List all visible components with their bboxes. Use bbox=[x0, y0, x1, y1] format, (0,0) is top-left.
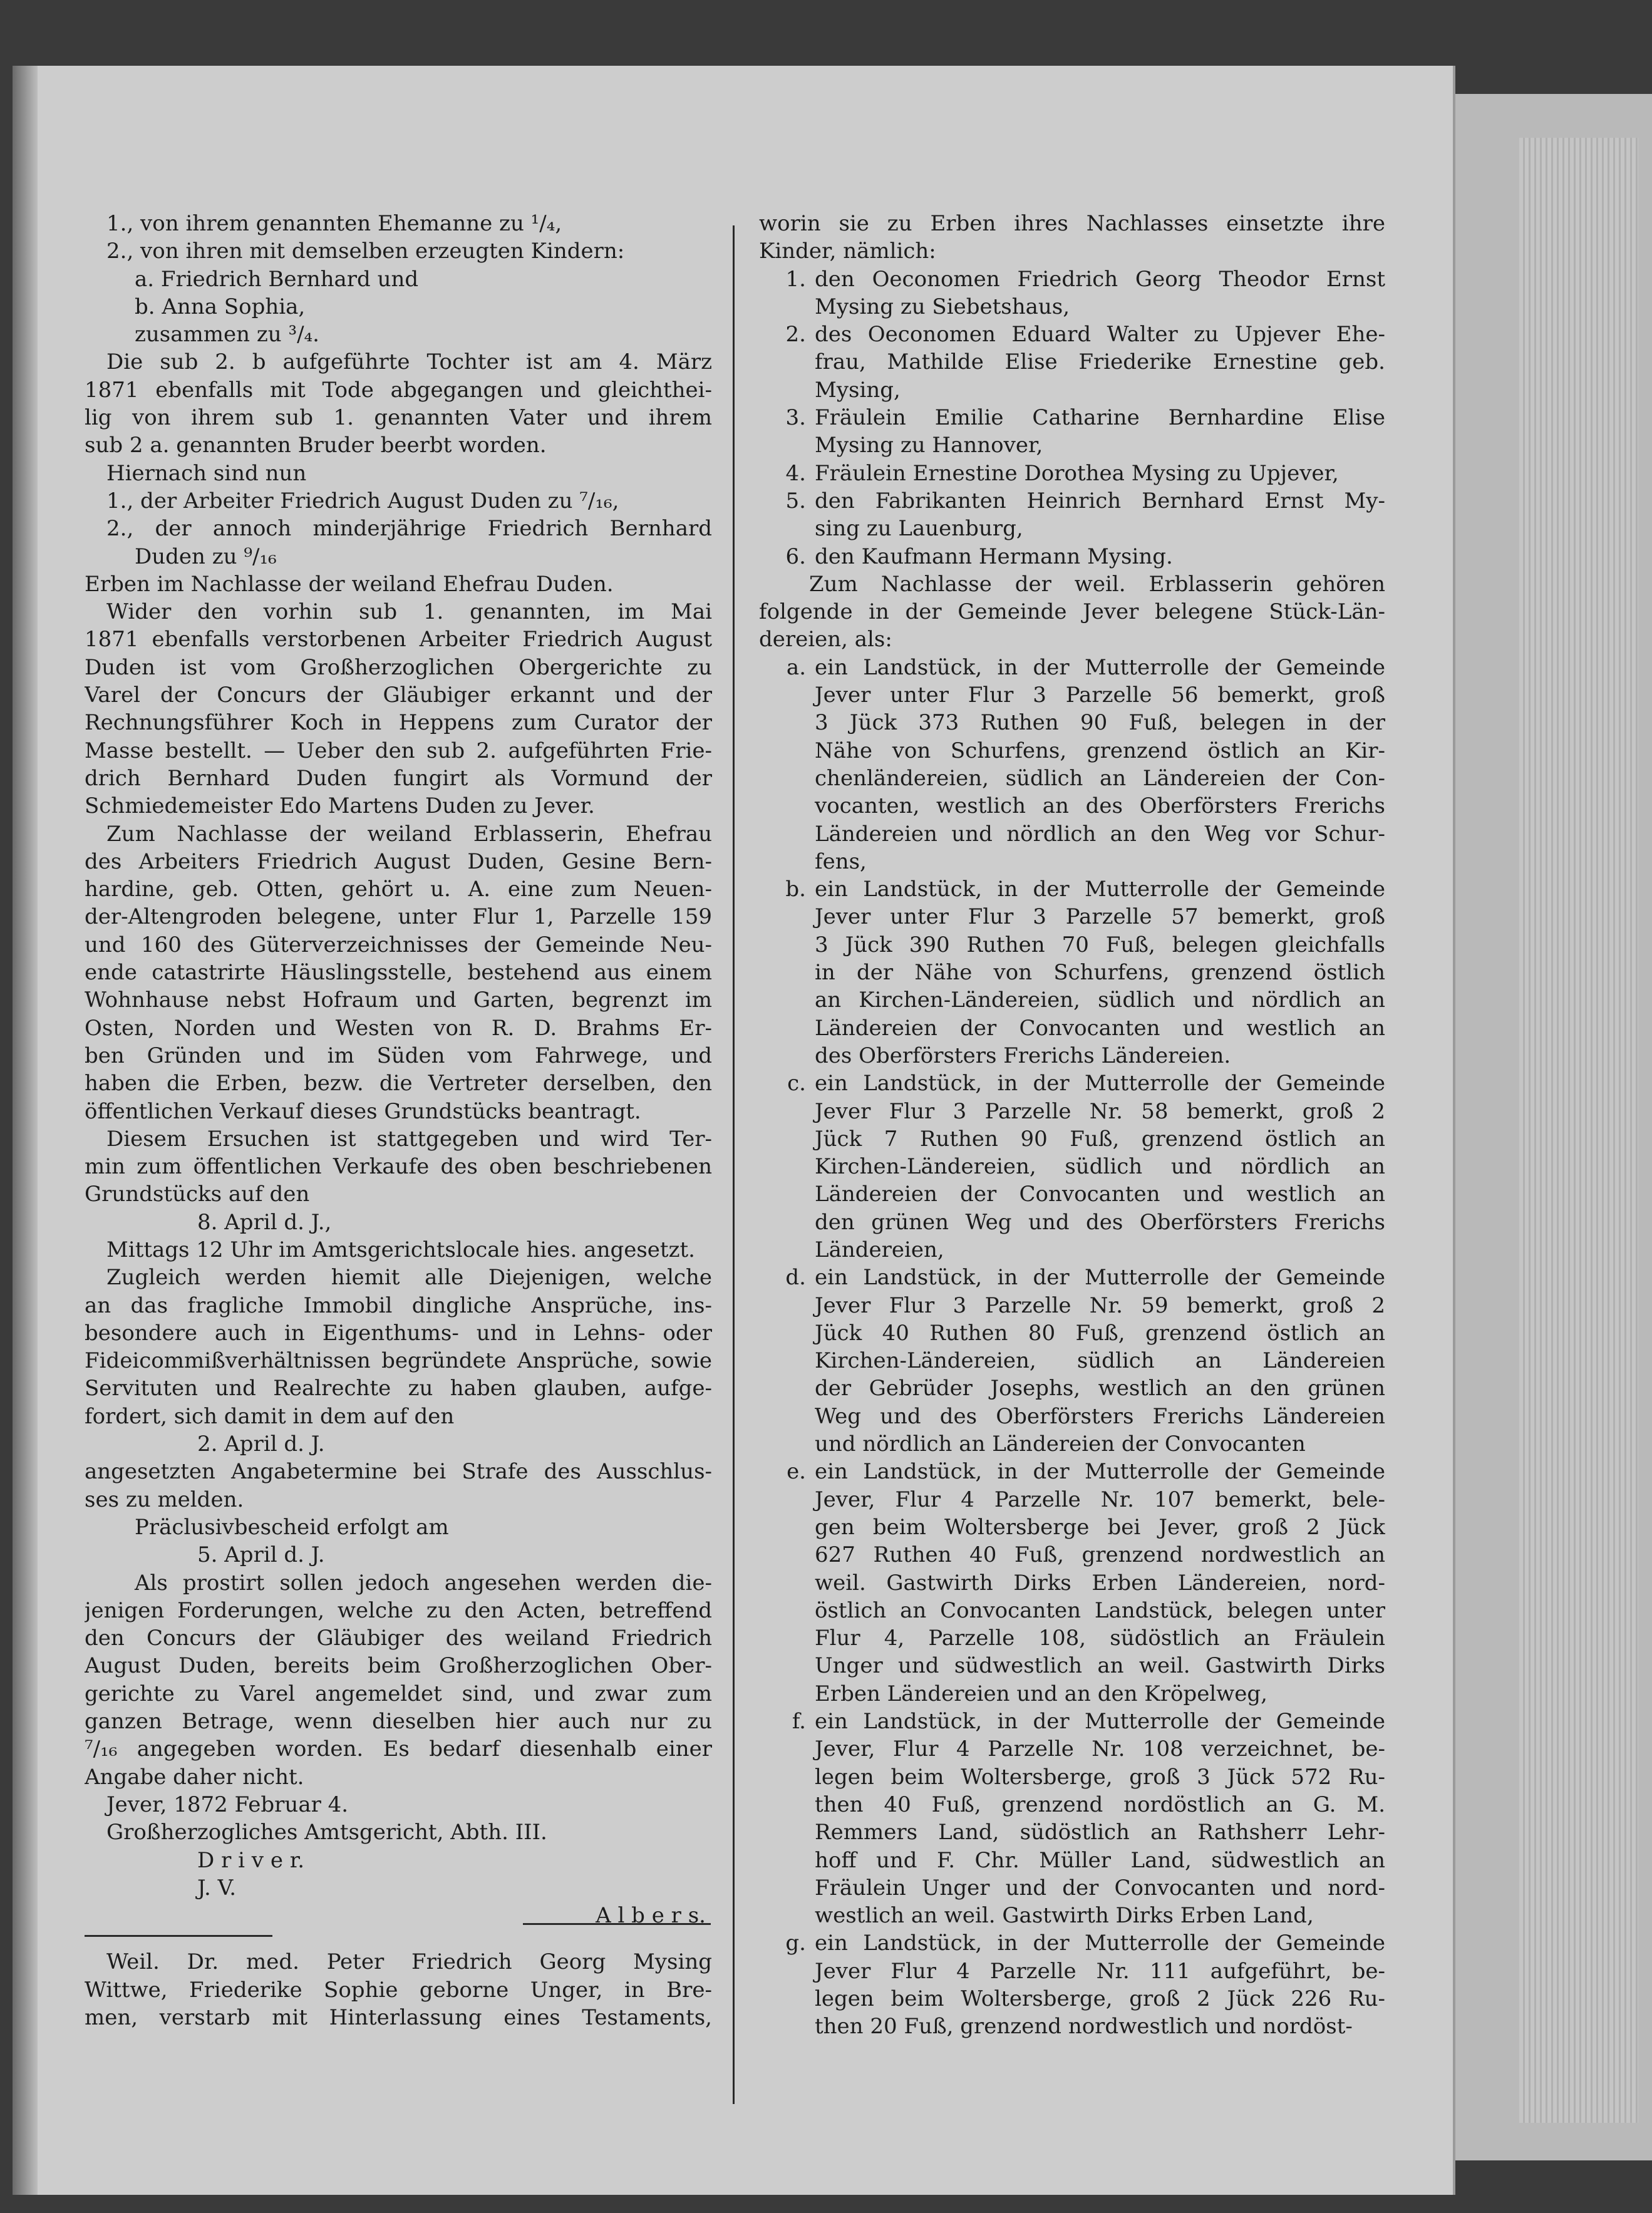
item-text: Jever unter Flur 3 Parzelle 57 bemerkt, groß bbox=[815, 904, 1385, 930]
item-text: vocanten, westlich an des Oberförsters Frerichs bbox=[815, 793, 1385, 819]
text-line: Mittags 12 Uhr im Amtsgerichtslocale hies. angesetzt. bbox=[106, 1237, 695, 1262]
parcel-item bbox=[759, 931, 1385, 959]
item-text: ein Landstück, in der Mutterrolle der Gemeinde bbox=[815, 1071, 1385, 1096]
item-label bbox=[759, 1180, 815, 1208]
parcel-item bbox=[759, 959, 1385, 986]
text-line: Kinder, nämlich: bbox=[759, 239, 936, 264]
parcel-item bbox=[759, 1791, 1385, 1818]
item-text: ein Landstück, in der Mutterrolle der Gemeinde bbox=[815, 654, 1385, 680]
parcel-item bbox=[759, 1098, 1385, 1125]
item-text: 3 Jück 390 Ruthen 70 Fuß, belegen gleichfalls bbox=[815, 932, 1385, 957]
text-line: ses zu melden. bbox=[85, 1487, 244, 1512]
item-text: ein Landstück, in der Mutterrolle der Gemeinde bbox=[815, 1709, 1385, 1735]
text-line: zusammen zu ³/₄. bbox=[135, 322, 319, 348]
text-line: sub 2 a. genannten Bruder beerbt worden. bbox=[85, 433, 547, 458]
text-line: fordert, sich damit in dem auf den bbox=[85, 1403, 455, 1429]
item-label bbox=[759, 1624, 815, 1652]
item-label bbox=[759, 1292, 815, 1319]
item-text: Fräulein Unger und der Convocanten und nord- bbox=[815, 1875, 1385, 1901]
parcel-item bbox=[759, 1847, 1385, 1874]
text-line: 1871 ebenfalls mit Tode abgegangen und gleichthei- bbox=[85, 377, 712, 403]
parcel-item bbox=[759, 681, 1385, 709]
signature-line bbox=[85, 1902, 712, 1929]
parcel-item bbox=[759, 1375, 1385, 1402]
text-line: Zugleich werden hiemit alle Diejenigen, welche bbox=[106, 1265, 712, 1291]
parcel-item bbox=[759, 1430, 1385, 1458]
parcel-item bbox=[759, 1514, 1385, 1541]
parcel-item bbox=[759, 1624, 1385, 1652]
item-text: chenländereien, südlich an Ländereien der Con- bbox=[815, 765, 1385, 791]
item-text: den Fabrikanten Heinrich Bernhard Ernst My- bbox=[815, 488, 1385, 513]
parcel-item bbox=[759, 986, 1385, 1014]
item-text: des Oberförsters Frerichs Ländereien. bbox=[815, 1043, 1231, 1068]
text-line: jenigen Forderungen, welche zu den Acten, betreffend bbox=[85, 1597, 712, 1623]
text-line: 1871 ebenfalls verstorbenen Arbeiter Friedrich August bbox=[85, 627, 712, 653]
item-text: an Kirchen-Ländereien, südlich und nördlich an bbox=[815, 988, 1385, 1013]
parcel-item bbox=[759, 1403, 1385, 1430]
text-line: der-Altengroden belegene, unter Flur 1, Parzelle 159 bbox=[85, 904, 712, 930]
item-text: Fräulein Emilie Catharine Bernhardine Elise bbox=[815, 405, 1385, 431]
text-line: 5. April d. J. bbox=[197, 1542, 325, 1568]
text-line: den Concurs der Gläubiger des weiland Friedrich bbox=[85, 1626, 712, 1651]
item-label: d. bbox=[785, 1265, 806, 1291]
item-text: Nähe von Schurfens, grenzend östlich an Kir- bbox=[815, 738, 1385, 763]
item-label bbox=[759, 1735, 815, 1763]
text-line: Fideicommißverhältnissen begründete Ansprüche, sowie bbox=[85, 1348, 712, 1374]
item-label bbox=[759, 1680, 815, 1708]
item-text: gen beim Woltersberge bei Jever, groß 2 Jück bbox=[815, 1514, 1385, 1540]
item-label: 3. bbox=[785, 405, 806, 431]
parcel-item bbox=[759, 1958, 1385, 1985]
parcel-item bbox=[759, 875, 1385, 903]
parcel-item bbox=[759, 1292, 1385, 1319]
item-text: 3 Jück 373 Ruthen 90 Fuß, belegen in der bbox=[815, 710, 1385, 736]
item-text: des Oeconomen Eduard Walter zu Upjever Ehe- bbox=[815, 322, 1385, 348]
item-label: a. bbox=[786, 654, 806, 680]
item-label bbox=[759, 765, 815, 792]
parcel-item bbox=[759, 1680, 1385, 1708]
text-line: Duden ist vom Großherzoglichen Obergerichte zu bbox=[85, 654, 712, 680]
item-label bbox=[759, 1236, 815, 1264]
item-label bbox=[759, 1652, 815, 1679]
text-line: folgende in der Gemeinde Jever belegene Stück-Län- bbox=[759, 599, 1385, 625]
item-label: 4. bbox=[785, 460, 806, 486]
text-line: Duden zu ⁹/₁₆ bbox=[135, 544, 277, 569]
parcel-item bbox=[759, 1929, 1385, 1957]
item-text: then 20 Fuß, grenzend nordwestlich und nordöst- bbox=[815, 2014, 1353, 2040]
page-gutter bbox=[13, 66, 38, 2195]
parcel-item bbox=[759, 1874, 1385, 1902]
item-label bbox=[759, 903, 815, 931]
item-label bbox=[759, 376, 815, 404]
item-text: Ländereien der Convocanten und westlich an bbox=[815, 1182, 1385, 1207]
item-text: Jück 40 Ruthen 80 Fuß, grenzend östlich an bbox=[815, 1320, 1385, 1346]
text-line: Großherzogliches Amtsgericht, Abth. III. bbox=[106, 1820, 547, 1845]
text-line: und 160 des Güterverzeichnisses der Gemeinde Neu- bbox=[85, 932, 712, 957]
heir-item bbox=[759, 266, 1385, 293]
item-label bbox=[759, 931, 815, 959]
text-line: Diesem Ersuchen ist stattgegeben und wird Ter- bbox=[106, 1126, 712, 1152]
text-line: öffentlichen Verkauf dieses Grundstücks beantragt. bbox=[85, 1098, 641, 1124]
parcel-item bbox=[759, 1985, 1385, 2013]
text-line: August Duden, bereits beim Großherzoglichen Ober- bbox=[85, 1653, 712, 1679]
column-divider bbox=[733, 225, 735, 2104]
item-label bbox=[759, 2013, 815, 2040]
parcel-item bbox=[759, 1180, 1385, 1208]
parcel-item bbox=[759, 1347, 1385, 1375]
heir-item bbox=[759, 543, 1385, 570]
parcel-item bbox=[759, 1818, 1385, 1846]
text-line: Präclusivbescheid erfolgt am bbox=[135, 1514, 449, 1540]
item-text: Mysing, bbox=[815, 377, 901, 403]
item-label bbox=[759, 709, 815, 736]
item-label bbox=[759, 515, 815, 542]
item-label bbox=[759, 1985, 815, 2013]
item-label bbox=[759, 1902, 815, 1929]
item-label: b. bbox=[785, 877, 806, 902]
section-separator bbox=[85, 1935, 272, 1937]
text-line: min zum öffentlichen Verkaufe des oben beschriebenen bbox=[85, 1154, 712, 1180]
item-label: c. bbox=[787, 1071, 806, 1096]
text-line: 2., von ihren mit demselben erzeugten Kindern: bbox=[106, 239, 625, 264]
heir-item bbox=[759, 487, 1385, 515]
text-line: angesetzten Angabetermine bei Strafe des Ausschlus- bbox=[85, 1459, 712, 1485]
text-line: Hiernach sind nun bbox=[106, 460, 307, 486]
item-label bbox=[759, 1486, 815, 1514]
text-line: 1., von ihrem genannten Ehemanne zu ¹/₄, bbox=[106, 211, 562, 236]
item-text: ein Landstück, in der Mutterrolle der Gemeinde bbox=[815, 1931, 1385, 1956]
parcel-item bbox=[759, 792, 1385, 820]
item-text: legen beim Woltersberge, groß 3 Jück 572 Ru- bbox=[815, 1764, 1385, 1790]
parcel-item bbox=[759, 1902, 1385, 1929]
parcel-item bbox=[759, 1763, 1385, 1791]
item-text: Jever Flur 3 Parzelle Nr. 58 bemerkt, groß 2 bbox=[815, 1098, 1385, 1124]
text-line: Osten, Norden und Westen von R. D. Brahms Er- bbox=[85, 1015, 712, 1041]
text-line: drich Bernhard Duden fungirt als Vormund der bbox=[85, 765, 712, 791]
item-text: Jever, Flur 4 Parzelle Nr. 108 verzeichnet, be- bbox=[815, 1736, 1385, 1762]
item-label bbox=[759, 1818, 815, 1846]
text-line: ⁷/₁₆ angegeben worden. Es bedarf diesenhalb einer bbox=[85, 1736, 712, 1762]
text-line: ben Gründen und im Süden vom Fahrwege, und bbox=[85, 1043, 712, 1068]
item-label bbox=[759, 1541, 815, 1569]
text-line: J. V. bbox=[197, 1875, 237, 1901]
item-text: den grünen Weg und des Oberförsters Frerichs bbox=[815, 1209, 1385, 1235]
item-text: Flur 4, Parzelle 108, südöstlich an Fräulein bbox=[815, 1626, 1385, 1651]
text-line: an das fragliche Immobil dingliche Ansprüche, ins- bbox=[85, 1292, 712, 1318]
item-text: östlich an Convocanten Landstück, belegen unter bbox=[815, 1597, 1385, 1623]
item-text: Erben Ländereien und an den Kröpelweg, bbox=[815, 1681, 1267, 1706]
item-label: 6. bbox=[785, 544, 806, 569]
text-line: 8. April d. J., bbox=[197, 1209, 332, 1235]
text-line: 1., der Arbeiter Friedrich August Duden zu ⁷/₁₆, bbox=[106, 488, 619, 513]
text-line: b. Anna Sophia, bbox=[135, 294, 306, 319]
item-label bbox=[759, 1042, 815, 1070]
heir-item bbox=[759, 293, 1385, 321]
item-label: e. bbox=[787, 1459, 806, 1485]
text-line: hardine, geb. Otten, gehört u. A. eine zum Neuen- bbox=[85, 877, 712, 902]
heir-item bbox=[759, 431, 1385, 459]
item-text: Ländereien, bbox=[815, 1237, 944, 1262]
parcel-item bbox=[759, 848, 1385, 875]
text-line: dereien, als: bbox=[759, 627, 892, 653]
item-label bbox=[759, 1125, 815, 1153]
item-label bbox=[759, 1153, 815, 1180]
heir-item bbox=[759, 376, 1385, 404]
parcel-item bbox=[759, 709, 1385, 736]
text-line: des Arbeiters Friedrich August Duden, Gesine Bern- bbox=[85, 849, 712, 874]
item-text: Ländereien der Convocanten und westlich an bbox=[815, 1015, 1385, 1041]
text-line: Rechnungsführer Koch in Heppens zum Curator der bbox=[85, 710, 712, 736]
text-line: Die sub 2. b aufgeführte Tochter ist am 4. März bbox=[106, 349, 712, 375]
parcel-item bbox=[759, 654, 1385, 681]
heir-item bbox=[759, 460, 1385, 487]
text-line: men, verstarb mit Hinterlassung eines Testaments, bbox=[85, 2005, 712, 2030]
item-text: Jever Flur 3 Parzelle Nr. 59 bemerkt, groß 2 bbox=[815, 1292, 1385, 1318]
left-column bbox=[85, 210, 712, 2031]
parcel-item bbox=[759, 820, 1385, 848]
parcel-item bbox=[759, 1458, 1385, 1485]
parcel-item bbox=[759, 1652, 1385, 1679]
text-line: Zum Nachlasse der weiland Erblasserin, Ehefrau bbox=[106, 821, 712, 847]
text-line: 2., der annoch minderjährige Friedrich Bernhard bbox=[106, 516, 712, 542]
item-text: Kirchen-Ländereien, südlich und nördlich an bbox=[815, 1154, 1385, 1180]
book-page bbox=[13, 66, 1455, 2195]
text-line: gerichte zu Varel angemeldet sind, und zwar zum bbox=[85, 1681, 712, 1706]
parcel-item bbox=[759, 1070, 1385, 1097]
item-text: den Oeconomen Friedrich Georg Theodor Ernst bbox=[815, 266, 1385, 292]
heir-item bbox=[759, 404, 1385, 431]
item-text: ein Landstück, in der Mutterrolle der Gemeinde bbox=[815, 1459, 1385, 1485]
text-line: ende catastrirte Häuslingsstelle, bestehend aus einem bbox=[85, 960, 712, 986]
heir-item bbox=[759, 321, 1385, 348]
item-text: legen beim Woltersberge, groß 2 Jück 226 Ru- bbox=[815, 1986, 1385, 2011]
item-text: sing zu Lauenburg, bbox=[815, 516, 1023, 542]
parcel-item bbox=[759, 1319, 1385, 1347]
heir-item bbox=[759, 515, 1385, 542]
text-line: worin sie zu Erben ihres Nachlasses einsetzte ihre bbox=[759, 211, 1385, 236]
item-text: Fräulein Ernestine Dorothea Mysing zu Upjever, bbox=[815, 460, 1339, 486]
item-label: 2. bbox=[785, 322, 806, 348]
text-line: 2. April d. J. bbox=[197, 1431, 325, 1457]
item-text: hoff und F. Chr. Müller Land, südwestlich an bbox=[815, 1847, 1385, 1873]
item-label bbox=[759, 293, 815, 321]
text-line: Servituten und Realrechte zu haben glauben, aufge- bbox=[85, 1376, 712, 1401]
parcel-item bbox=[759, 1486, 1385, 1514]
item-label bbox=[759, 959, 815, 986]
item-text: fens, bbox=[815, 849, 867, 874]
parcel-item bbox=[759, 1264, 1385, 1291]
parcel-item bbox=[759, 1735, 1385, 1763]
text-line: besondere auch in Eigenthums- und in Lehns- oder bbox=[85, 1320, 712, 1346]
parcel-item bbox=[759, 1541, 1385, 1569]
item-label: 1. bbox=[785, 266, 806, 292]
item-text: Mysing zu Hannover, bbox=[815, 433, 1043, 458]
text-line: Wohnhause nebst Hofraum und Garten, begrenzt im bbox=[85, 988, 712, 1013]
heir-item bbox=[759, 348, 1385, 376]
parcel-item bbox=[759, 765, 1385, 792]
item-label bbox=[759, 681, 815, 709]
text-line: Weil. Dr. med. Peter Friedrich Georg Mysing bbox=[106, 1949, 712, 1975]
text-line: a. Friedrich Bernhard und bbox=[135, 266, 419, 292]
item-label bbox=[759, 1403, 815, 1430]
item-text: der Gebrüder Josephs, westlich an den grünen bbox=[815, 1376, 1385, 1401]
item-label: 5. bbox=[785, 488, 806, 513]
item-text: Mysing zu Siebetshaus, bbox=[815, 294, 1070, 319]
item-label bbox=[759, 737, 815, 765]
item-text: Ländereien und nördlich an den Weg vor Schur- bbox=[815, 821, 1385, 847]
text-line: haben die Erben, bezw. die Vertreter derselben, den bbox=[85, 1071, 712, 1096]
parcel-item bbox=[759, 1708, 1385, 1735]
item-label bbox=[759, 1375, 815, 1402]
item-label bbox=[759, 820, 815, 848]
item-text: Kirchen-Ländereien, südlich an Ländereien bbox=[815, 1348, 1385, 1374]
text-line: Wider den vorhin sub 1. genannten, im Mai bbox=[106, 599, 712, 625]
item-label bbox=[759, 1569, 815, 1597]
item-label bbox=[759, 1847, 815, 1874]
item-text: ein Landstück, in der Mutterrolle der Gemeinde bbox=[815, 877, 1385, 902]
text-line: Varel der Concurs der Gläubiger erkannt und der bbox=[85, 683, 712, 708]
item-text: und nördlich an Ländereien der Convocanten bbox=[815, 1431, 1306, 1457]
parcel-item bbox=[759, 903, 1385, 931]
item-text: in der Nähe von Schurfens, grenzend östlich bbox=[815, 960, 1385, 986]
text-line: lig von ihrem sub 1. genannten Vater und ihrem bbox=[85, 405, 712, 431]
item-label bbox=[759, 431, 815, 459]
item-label bbox=[759, 848, 815, 875]
text-line: D r i v e r. bbox=[197, 1847, 305, 1873]
parcel-item bbox=[759, 1042, 1385, 1070]
item-text: Jever unter Flur 3 Parzelle 56 bemerkt, groß bbox=[815, 683, 1385, 708]
item-label bbox=[759, 1347, 815, 1375]
parcel-item bbox=[759, 1569, 1385, 1597]
item-text: weil. Gastwirth Dirks Erben Ländereien, nord- bbox=[815, 1570, 1385, 1596]
text-line: Grundstücks auf den bbox=[85, 1182, 310, 1207]
item-text: Remmers Land, südöstlich an Rathsherr Lehr- bbox=[815, 1820, 1385, 1845]
item-text: Jück 7 Ruthen 90 Fuß, grenzend östlich an bbox=[815, 1126, 1385, 1152]
text-line: Zum Nachlasse der weil. Erblasserin gehören bbox=[809, 571, 1385, 597]
item-label: f. bbox=[792, 1709, 806, 1735]
right-column bbox=[759, 210, 1385, 2041]
item-text: then 40 Fuß, grenzend nordöstlich an G. M. bbox=[815, 1792, 1385, 1817]
text-line: Als prostirt sollen jedoch angesehen werden die- bbox=[135, 1570, 712, 1596]
parcel-item bbox=[759, 1209, 1385, 1236]
item-label bbox=[759, 1874, 815, 1902]
text-line: Schmiedemeister Edo Martens Duden zu Jever. bbox=[85, 793, 595, 819]
parcel-item bbox=[759, 1014, 1385, 1042]
book-edge bbox=[1447, 94, 1652, 2160]
item-label bbox=[759, 1430, 815, 1458]
item-label bbox=[759, 1597, 815, 1624]
item-label bbox=[759, 792, 815, 820]
item-label: g. bbox=[785, 1931, 806, 1956]
item-text: 627 Ruthen 40 Fuß, grenzend nordwestlich an bbox=[815, 1542, 1385, 1568]
item-label bbox=[759, 1763, 815, 1791]
item-text: ein Landstück, in der Mutterrolle der Gemeinde bbox=[815, 1265, 1385, 1291]
item-label bbox=[759, 348, 815, 376]
item-label bbox=[759, 1514, 815, 1541]
parcel-item bbox=[759, 1153, 1385, 1180]
item-label bbox=[759, 1958, 815, 1985]
text-line: Angabe daher nicht. bbox=[85, 1764, 304, 1790]
signature: A l b e r s. bbox=[596, 1903, 706, 1929]
item-label bbox=[759, 1209, 815, 1236]
parcel-item bbox=[759, 1236, 1385, 1264]
parcel-item bbox=[759, 2013, 1385, 2040]
text-line: Erben im Nachlasse der weiland Ehefrau Duden. bbox=[85, 571, 614, 597]
text-line: Masse bestellt. — Ueber den sub 2. aufgeführten Frie- bbox=[85, 738, 712, 763]
item-text: westlich an weil. Gastwirth Dirks Erben Land, bbox=[815, 1903, 1314, 1929]
text-line: Wittwe, Friederike Sophie geborne Unger, in Bre- bbox=[85, 1977, 712, 2003]
item-text: Weg und des Oberförsters Frerichs Ländereien bbox=[815, 1403, 1385, 1429]
item-label bbox=[759, 1014, 815, 1042]
text-line: ganzen Betrage, wenn dieselben hier auch nur zu bbox=[85, 1709, 712, 1735]
item-label bbox=[759, 1319, 815, 1347]
item-text: Jever Flur 4 Parzelle Nr. 111 aufgeführt, be- bbox=[815, 1958, 1385, 1984]
parcel-item bbox=[759, 1597, 1385, 1624]
parcel-item bbox=[759, 737, 1385, 765]
item-text: Unger und südwestlich an weil. Gastwirth Dirks bbox=[815, 1653, 1385, 1679]
parcel-item bbox=[759, 1125, 1385, 1153]
item-label bbox=[759, 986, 815, 1014]
item-label bbox=[759, 1098, 815, 1125]
item-text: frau, Mathilde Elise Friederike Ernestine geb. bbox=[815, 349, 1385, 375]
item-label bbox=[759, 1791, 815, 1818]
item-text: den Kaufmann Hermann Mysing. bbox=[815, 544, 1173, 569]
text-line: Jever, 1872 Februar 4. bbox=[106, 1792, 349, 1817]
item-text: Jever, Flur 4 Parzelle Nr. 107 bemerkt, bele- bbox=[815, 1487, 1385, 1512]
